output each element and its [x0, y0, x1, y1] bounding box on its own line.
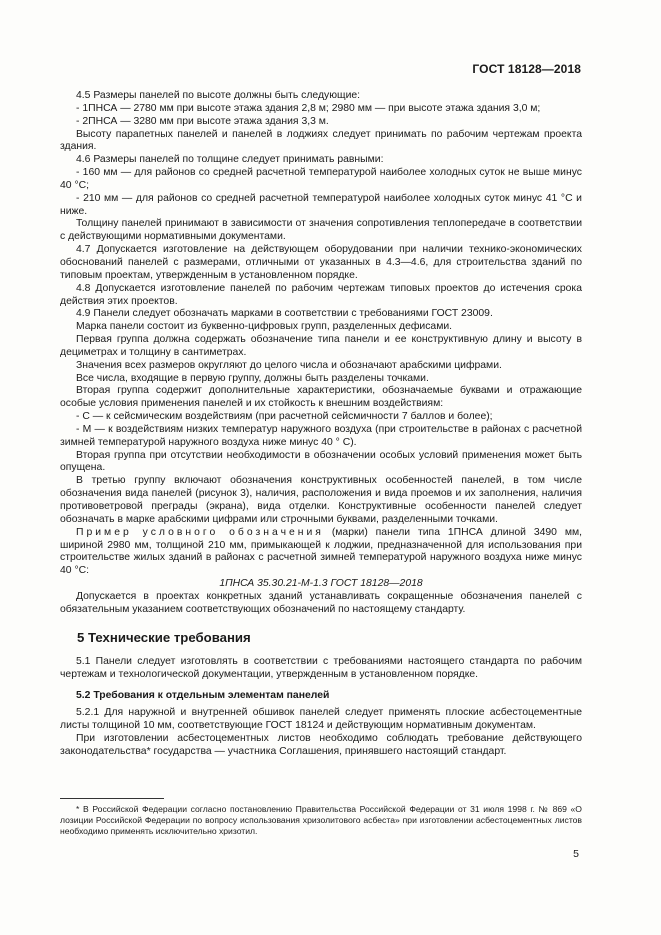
page-header-doc-code: ГОСТ 18128—2018 — [472, 62, 581, 76]
example-text: (марки) панели типа 1ПНСА длиной 3490 мм, шириной 2980 мм, толщиной 210 мм, примыкающей к лоджии, предназначенной для использования при строительстве жилых зданий в районах с расчетной зимней температурой наружного воздуха ниже минус 40 °С: — [60, 526, 582, 577]
paragraph: Значения всех размеров округляют до целого числа и обозначают арабскими цифрами. — [76, 359, 502, 371]
paragraph: 4.5 Размеры панелей по высоте должны быть следующие: — [76, 90, 361, 101]
paragraph: Высоту парапетных панелей и панелей в лоджиях следует принимать по рабочим чертежам проекта здания. — [60, 128, 582, 153]
paragraph: - 210 мм — для районов со средней расчетной температурой наиболее холодных суток минус 41 °С и ниже. — [60, 192, 582, 217]
paragraph: Толщину панелей принимают в зависимости от значения сопротивления теплопередаче в соответствии с действующими нормативными документами. — [60, 218, 582, 243]
paragraph: - С — к сейсмическим воздействиям (при расчетной сейсмичности 7 баллов и более); — [76, 411, 493, 423]
paragraph: Допускается в проектах конкретных зданий устанавливать сокращенные обозначения панелей с обязательным указанием соответствующих обозначений по настоящему стандарту. — [60, 590, 582, 615]
paragraph: Вторая группа при отсутствии необходимости в обозначении особых условий применения может быть опущена. — [60, 449, 582, 474]
paragraph: 5.2.1 Для наружной и внутренней обшивок панелей следует применять плоские асбестоцементные листы толщиной 10 мм, соответствующие ГОСТ 18124 и действующим нормативным документам. — [60, 706, 582, 731]
footnote — [60, 804, 582, 837]
paragraph: 5.1 Панели следует изготовлять в соответствии с требованиями настоящего стандарта по рабочим чертежам и технологической документации, утвержденным в установленном порядке. — [60, 656, 582, 681]
example-paragraph — [60, 527, 582, 578]
page-number: 5 — [573, 848, 579, 860]
paragraph: В третью группу включают обозначения конструктивных особенностей панелей, в том числе обозначения вида панелей (рисунок 3), наличия, расположения и вида проемов и их заполнения, наличия противоветровой преграды (экрана), вида отделки. Конструктивные особенности панелей следует обозначать в марке арабскими цифрами или строчными буквами, разделенными точками. — [60, 475, 582, 525]
footnote-text: * В Российской Федерации согласно постановлению Правительства Российской Федерации от 31 июля 1998 г. № 869 «О лозиции Российской Федерации по вопросу использования хризолитового асбеста» при изготовлении асбестоцементных листов необходимо применять исключительно хризотил. — [60, 804, 582, 836]
paragraph: - М — к воздействиям низких температур наружного воздуха (при строительстве в районах с расчетной зимней температурой наружного воздуха ниже минус 40 ° С). — [60, 423, 582, 448]
footnote-separator — [60, 798, 164, 799]
section-heading: 5 Технические требования — [77, 629, 251, 645]
paragraph: Марка панели состоит из буквенно-цифровых групп, разделенных дефисами. — [76, 321, 453, 333]
paragraph: При изготовлении асбестоцементных листов необходимо соблюдать требование действующего законодательства* государства — участника Соглашения, принявшего настоящий стандарт. — [60, 732, 582, 757]
paragraph: 4.6 Размеры панелей по толщине следует принимать равными: — [76, 154, 384, 166]
paragraph: 4.9 Панели следует обозначать марками в соответствии с требованиями ГОСТ 23009. — [76, 308, 493, 320]
example-lead: Пример условного обозначения — [76, 526, 324, 538]
subsection-heading: 5.2 Требования к отдельным элементам панелей — [76, 690, 330, 702]
paragraph: - 1ПНСА — 2780 мм при высоте этажа здания 2,8 м; 2980 мм — при высоте этажа здания 3,0 м; — [76, 102, 541, 114]
paragraph: Все числа, входящие в первую группу, должны быть разделены точками. — [76, 372, 429, 384]
paragraph: 4.7 Допускается изготовление на действующем оборудовании при наличии технико-экономических обоснований панелей с размерами, отличными от указанных в 4.3—4.6, для строительства зданий по типовым проектам, утвержденным в установленном порядке. — [60, 244, 582, 281]
paragraph: Первая группа должна содержать обозначение типа панели и ее конструктивную длину и высоту в дециметрах и толщину в сантиметрах. — [60, 334, 582, 358]
paragraph: - 160 мм — для районов со средней расчетной температурой наиболее холодных суток не выше минус 40 °С; — [60, 167, 582, 191]
paragraph: - 2ПНСА — 3280 мм при высоте этажа здания 3,3 м. — [76, 115, 329, 127]
document-body — [60, 90, 582, 758]
paragraph: Вторая группа содержит дополнительные характеристики, обозначаемые буквами и отражающие особые условия применения панелей и их стойкость к внешним воздействиям: — [60, 385, 582, 410]
paragraph: 4.8 Допускается изготовление панелей по рабочим чертежам типовых проектов до истечения срока действия этих проектов. — [60, 282, 582, 307]
example-formula: 1ПНСА 35.30.21-М-1.3 ГОСТ 18128—2018 — [219, 578, 423, 590]
